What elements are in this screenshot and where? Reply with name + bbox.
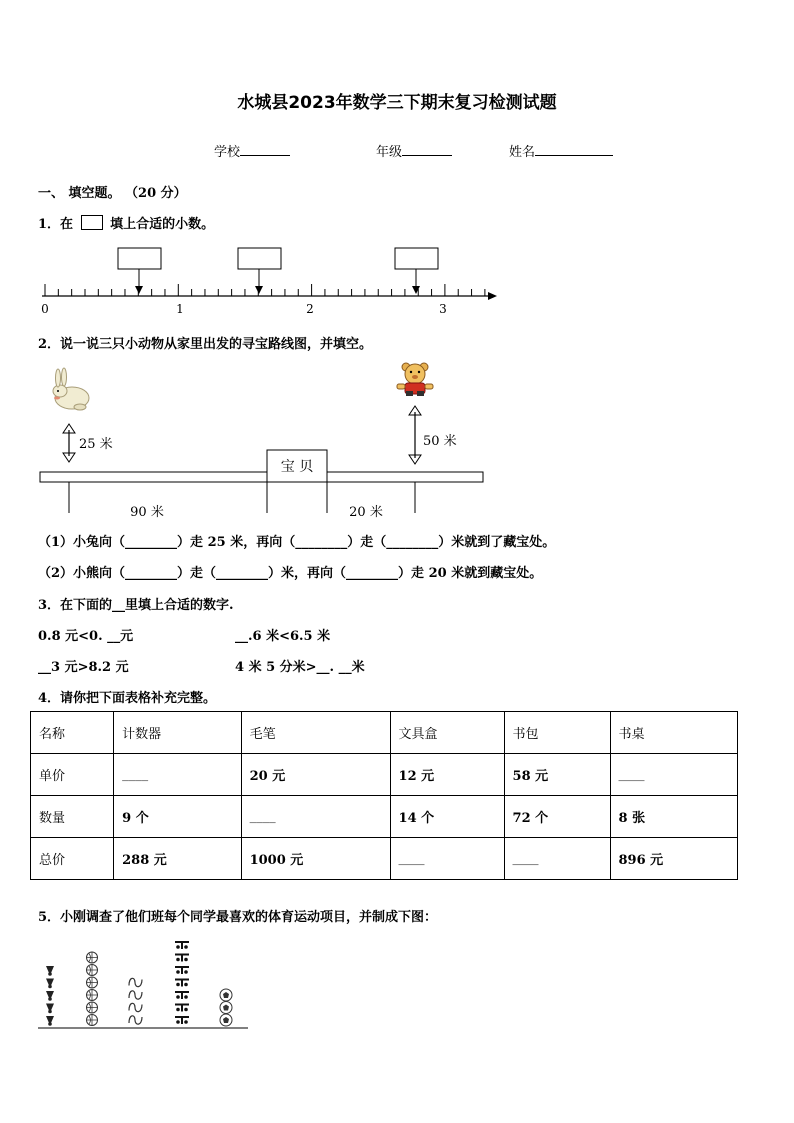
jump-rope-icon [129, 978, 142, 986]
soccer-ball-icon [220, 989, 232, 1001]
school-label: 学校 [214, 145, 241, 160]
left-distance: 90 米 [130, 505, 164, 520]
table-cell: 9 个 [114, 796, 241, 838]
tick-label-1: 1 [176, 302, 184, 316]
soccer-ball-icon [220, 1002, 232, 1014]
table-cell: 计数器 [114, 712, 241, 754]
table-tennis-icon [175, 1017, 189, 1024]
name-label: 姓名 [509, 145, 536, 160]
table-tennis-icon [175, 1005, 189, 1012]
rabbit-icon [53, 368, 89, 410]
table-cell: 数量 [31, 796, 114, 838]
jump-rope-icon [129, 1003, 142, 1011]
name-blank[interactable] [535, 143, 613, 156]
table-cell: 12 元 [390, 754, 504, 796]
grade-label: 年级 [376, 145, 403, 160]
tick-label-0: 0 [41, 302, 49, 316]
arrow-down-icon [412, 286, 420, 294]
arrow-down-icon [255, 286, 263, 294]
question-5: 5．小刚调查了他们班每个同学最喜欢的体育运动项目，并制成下图： [38, 910, 438, 925]
badminton-shuttle-icon [46, 1016, 54, 1026]
table-cell: 58 元 [504, 754, 610, 796]
table-cell: 单价 [31, 754, 114, 796]
table-cell: 总价 [31, 838, 114, 880]
table-tennis-icon [175, 992, 189, 999]
school-blank[interactable] [240, 143, 290, 156]
basketball-icon [87, 1015, 98, 1026]
q3-item-a[interactable]: 0.8 元<0. __元 [38, 629, 134, 644]
table-cell: 288 元 [114, 838, 241, 880]
table-cell: 14 个 [390, 796, 504, 838]
badminton-shuttle-icon [46, 979, 54, 989]
question-1 [38, 213, 214, 232]
road [40, 472, 483, 482]
table-cell: 8 张 [610, 796, 737, 838]
basketball-icon [87, 1002, 98, 1013]
school-field [214, 141, 290, 160]
table-row [31, 796, 738, 838]
answer-box-3[interactable] [395, 248, 438, 269]
table-cell: 书桌 [610, 712, 737, 754]
answer-box-2[interactable] [238, 248, 281, 269]
table-cell-blank[interactable]: ____ [390, 838, 504, 880]
page-title: 水城县2023年数学三下期末复习检测试题 [237, 93, 557, 113]
q2-line-1[interactable]: （1）小兔向（________）走 25 米，再向（________）走（________）米就到了藏宝处。 [38, 535, 556, 550]
treasure-map [0, 358, 520, 528]
jump-rope-icon [129, 991, 142, 999]
right-distance: 20 米 [349, 505, 383, 520]
tick-marks [45, 284, 485, 296]
q3-item-d[interactable]: 4 米 5 分米>__. __米 [235, 660, 365, 675]
table-row [31, 754, 738, 796]
table-cell: 20 元 [241, 754, 390, 796]
sports-pictograph [30, 930, 260, 1035]
soccer-ball-icon [220, 1014, 232, 1026]
jump-rope-icon [129, 1016, 142, 1024]
bear-icon [397, 363, 433, 396]
table-cell-blank[interactable]: ____ [610, 754, 737, 796]
table-cell: 毛笔 [241, 712, 390, 754]
tick-label-2: 2 [306, 302, 314, 316]
table-tennis-icon [175, 980, 189, 987]
basketball-icon [87, 952, 98, 963]
grade-blank[interactable] [402, 143, 452, 156]
number-line [0, 240, 520, 320]
table-tennis-icon [175, 967, 189, 974]
section-heading: 一、 填空题。 （20 分） [38, 186, 187, 201]
basketball-icon [87, 965, 98, 976]
question-2: 2．说一说三只小动物从家里出发的寻宝路线图，并填空。 [38, 337, 373, 352]
basketball-icon [87, 990, 98, 1001]
q3-item-b[interactable]: __.6 米<6.5 米 [235, 629, 331, 644]
table-cell: 1000 元 [241, 838, 390, 880]
table-cell-blank[interactable]: ____ [241, 796, 390, 838]
arrow-right-icon [488, 292, 497, 300]
q1-suffix: 填上合适的小数。 [110, 217, 215, 232]
table-cell: 896 元 [610, 838, 737, 880]
badminton-shuttle-icon [46, 966, 54, 976]
question-3: 3．在下面的__里填上合适的数字. [38, 598, 234, 613]
price-table [30, 711, 738, 880]
table-tennis-icon [175, 955, 189, 962]
treasure-label: 宝 贝 [280, 459, 314, 475]
question-4: 4．请你把下面表格补充完整。 [38, 691, 217, 706]
table-cell: 文具盒 [390, 712, 504, 754]
answer-box-1[interactable] [118, 248, 161, 269]
q2-line-2[interactable]: （2）小熊向（________）走（________）米，再向（________）走 20 米就到藏宝处。 [38, 566, 543, 581]
table-cell: 书包 [504, 712, 610, 754]
arrow-down-icon [135, 286, 143, 294]
name-field [509, 141, 613, 160]
badminton-shuttle-icon [46, 1004, 54, 1014]
table-row [31, 838, 738, 880]
rabbit-distance: 25 米 [79, 437, 113, 452]
badminton-shuttle-icon [46, 991, 54, 1001]
table-cell: 72 个 [504, 796, 610, 838]
grade-field [376, 141, 452, 160]
tick-label-3: 3 [439, 302, 447, 316]
basketball-icon [87, 977, 98, 988]
blank-box-icon [81, 215, 103, 230]
table-cell: 名称 [31, 712, 114, 754]
table-row [31, 712, 738, 754]
table-cell-blank[interactable]: ____ [504, 838, 610, 880]
q1-prefix: 1．在 [38, 217, 74, 232]
q3-item-c[interactable]: __3 元>8.2 元 [38, 660, 129, 675]
table-cell-blank[interactable]: ____ [114, 754, 241, 796]
bear-distance: 50 米 [423, 434, 457, 449]
table-tennis-icon [175, 942, 189, 949]
